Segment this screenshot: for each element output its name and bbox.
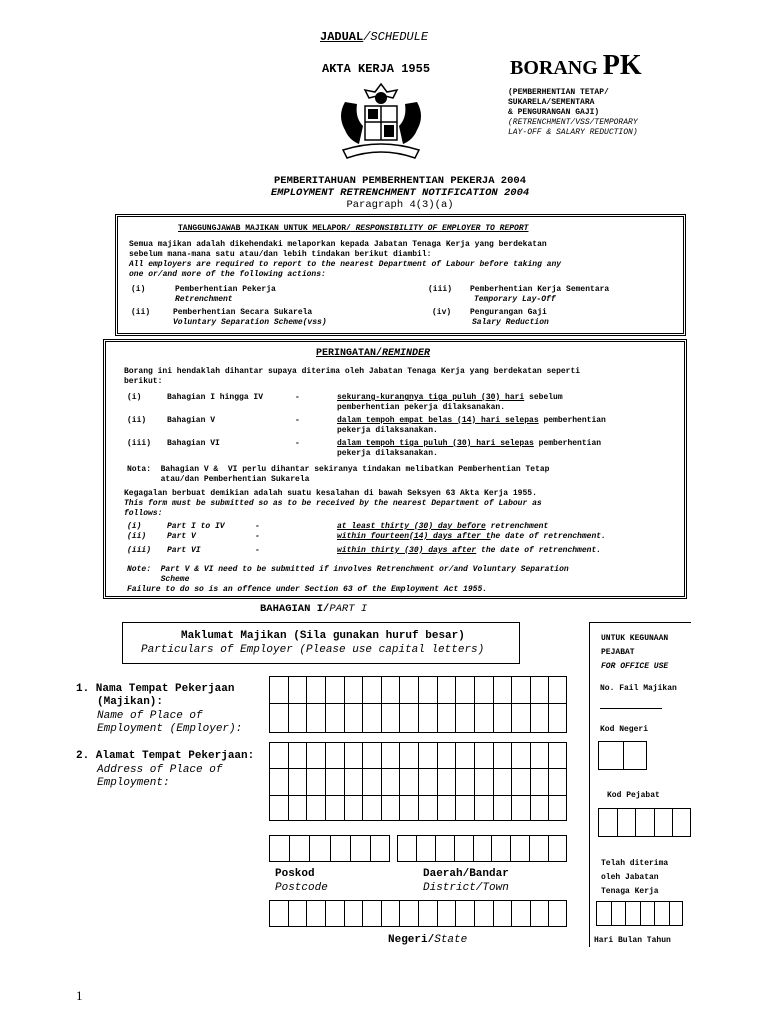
grid-cell-divider [418, 742, 419, 821]
pk-text: PK [602, 50, 642, 81]
state-text: State [434, 934, 468, 946]
item-ms: Pemberhentian Pekerja [175, 285, 276, 294]
row-num: (i) [127, 522, 142, 531]
row-deadline-tail: retrenchment [485, 522, 549, 531]
row-line2: pekerja dilaksanakan. [337, 426, 438, 435]
coat-of-arms-emblem [335, 82, 427, 164]
grid-cell-divider [454, 835, 455, 862]
grid-cell-divider [511, 742, 512, 821]
form-title [0, 175, 770, 211]
row-dash: - [295, 416, 300, 425]
reminder-row-en [127, 532, 667, 542]
row-part: Part VI [167, 546, 201, 555]
resp-line: Semua majikan adalah dikehendaki melaporkan kepada Jabatan Tenaga Kerja yang berdekatan [129, 240, 547, 249]
q1-line: Employment (Employer): [97, 723, 243, 735]
item-ms: Pemberhentian Kerja Sementara [470, 285, 610, 294]
row-num: (iii) [127, 439, 152, 448]
grid-cell-divider [511, 900, 512, 927]
telah-line: Telah diterima [601, 859, 669, 868]
cell-divider [625, 901, 626, 926]
grid-cell-divider [306, 742, 307, 821]
grid-cell-divider [416, 835, 417, 862]
grid-cell-divider [435, 835, 436, 862]
row-dash: - [255, 522, 260, 531]
maklumat-label: Maklumat Majikan (Sila gunakan huruf besar) [181, 630, 465, 642]
heading-en: REMINDER [382, 348, 431, 359]
subtitle-line: & PENGURANGAN GAJI) [508, 108, 600, 117]
note-line: Note: Part V & VI need to be submitted if involves Retrenchment or/and Voluntary Separation [127, 565, 569, 574]
q1-line: Name of Place of [97, 710, 203, 722]
item-num: (ii) [131, 308, 151, 317]
reminder-row-en [127, 522, 667, 532]
row-line2: pekerja dilaksanakan. [337, 449, 438, 458]
grid-cell-divider [399, 676, 400, 733]
grid-cell-divider [306, 676, 307, 733]
row-dash: - [295, 393, 300, 402]
row-deadline-tail: sebelum [524, 393, 563, 402]
kod-pejabat-label: Kod Pejabat [607, 791, 660, 800]
heading-ms: PERINGATAN/ [316, 348, 383, 359]
office-line: PEJABAT [601, 648, 635, 657]
row-deadline-tail: pemberhentian [538, 416, 606, 425]
grid-cell-divider [418, 900, 419, 927]
grid-cell-divider [511, 676, 512, 733]
negeri-label [388, 934, 467, 947]
resp-line: one or/and more of the following actions: [129, 270, 326, 279]
resp-item [131, 308, 327, 327]
cell-divider [640, 901, 641, 926]
grid-cell-divider [399, 900, 400, 927]
row-part: Bahagian V [167, 416, 216, 425]
row-num: (iii) [127, 546, 152, 555]
row-deadline-tail: he date of retrenchment. [490, 532, 606, 541]
grid-cell-divider [548, 900, 549, 927]
cell-divider [654, 808, 655, 837]
row-deadline: dalam tempoh empat belas (14) hari selepas [337, 416, 539, 425]
row-num: (ii) [127, 532, 147, 541]
heading-en: PART I [329, 603, 368, 615]
office-use-label [601, 632, 668, 674]
row-num: (i) [127, 393, 142, 402]
jadual-text: JADUAL [320, 30, 364, 44]
q2-label-en [97, 764, 222, 790]
grid-cell-divider [344, 676, 345, 733]
item-en: Voluntary Separation Scheme(vss) [173, 318, 327, 327]
failure-line: Failure to do so is an offence under Section 63 of the Employment Act 1955. [127, 585, 488, 594]
grid-cell-divider [325, 900, 326, 927]
grid-cell-divider [474, 900, 475, 927]
nota-line: atau/dan Pemberhentian Sukarela [127, 475, 310, 484]
reminder-en-intro [124, 489, 542, 519]
grid-cell-divider [381, 900, 382, 927]
grid-cell-divider [474, 742, 475, 821]
office-line: UNTUK KEGUNAAN [601, 634, 669, 643]
paragraph-ref: Paragraph 4(3)(a) [346, 199, 454, 211]
kod-negeri-divider [623, 741, 624, 770]
q1-label-ms [76, 683, 234, 709]
reminder-row-ms [127, 416, 667, 436]
kod-negeri-label: Kod Negeri [600, 725, 649, 734]
q2-line: Employment: [97, 777, 170, 789]
grid-cell-divider [289, 835, 290, 862]
row-part: Bahagian I hingga IV [167, 393, 264, 402]
grid-cell-divider [437, 742, 438, 821]
intro-line: Borang ini hendaklah dihantar supaya diterima oleh Jabatan Tenaga Kerja yang berdekatan seperti [124, 367, 581, 376]
part1-heading [260, 603, 367, 615]
cell-divider [669, 901, 670, 926]
page-number: 1 [76, 988, 83, 1003]
subtitle-line: (PEMBERHENTIAN TETAP/ [508, 88, 609, 97]
jadual-heading [320, 30, 428, 44]
grid-cell-divider [325, 676, 326, 733]
grid-cell-divider [548, 835, 549, 862]
intro-line: berikut: [124, 377, 163, 386]
row-deadline: within fourteen(14) days after t [337, 532, 491, 541]
no-fail-line[interactable] [600, 708, 662, 709]
row-part: Part V [167, 532, 196, 541]
item-ms: Pemberhentian Secara Sukarela [173, 308, 313, 317]
daerah-label: Daerah/Bandar [423, 868, 509, 880]
cell-divider [654, 901, 655, 926]
telah-line: oleh Jabatan [601, 873, 659, 882]
item-num: (i) [131, 285, 146, 294]
en-line: This form must be submitted so as to be received by the nearest Department of Labour as [124, 499, 542, 508]
heading-ms: TANGGUNGJAWAB MAJIKAN UNTUK MELAPOR/ [178, 224, 351, 233]
grid-cell-divider [399, 742, 400, 821]
grid-cell-divider [493, 676, 494, 733]
poskod-label: Poskod [275, 868, 315, 880]
akta-title: AKTA KERJA 1955 [322, 62, 431, 76]
row-dash: - [255, 532, 260, 541]
resp-item [432, 308, 549, 327]
grid-cell-divider [381, 742, 382, 821]
particulars-label: Particulars of Employer (Please use capital letters) [141, 644, 485, 656]
note-line: Scheme [127, 575, 190, 584]
grid-cell-divider [309, 835, 310, 862]
grid-cell-divider [491, 835, 492, 862]
grid-cell-divider [530, 742, 531, 821]
row-deadline-tail: pemberhentian [533, 439, 602, 448]
q1-line: (Majikan): [97, 696, 164, 708]
telah-line: Tenaga Kerja [601, 887, 659, 896]
grid-cell-divider [493, 742, 494, 821]
grid-cell-divider [510, 835, 511, 862]
grid-cell-divider [381, 676, 382, 733]
grid-cell-divider [306, 900, 307, 927]
grid-cell-divider [548, 742, 549, 821]
grid-cell-divider [530, 676, 531, 733]
cell-divider [635, 808, 636, 837]
grid-cell-divider [344, 742, 345, 821]
office-line: FOR OFFICE USE [601, 662, 669, 671]
grid-cell-divider [418, 676, 419, 733]
telah-diterima-label [601, 857, 668, 899]
q2-line: Address of Place of [97, 764, 223, 776]
reminder-row-en [127, 546, 667, 556]
resp-item [131, 285, 276, 304]
grid-cell-divider [455, 900, 456, 927]
cell-divider [617, 808, 618, 837]
cell-divider [611, 901, 612, 926]
nota-line: Nota: Bahagian V & VI perlu dihantar sekiranya tindakan melibatkan Pemberhentian Tetap [127, 465, 550, 474]
office-divider [589, 622, 590, 947]
grid-cell-divider [548, 676, 549, 733]
grid-cell-divider [362, 900, 363, 927]
grid-cell-divider [473, 835, 474, 862]
q1-label-en [97, 710, 242, 736]
particulars-box [122, 622, 520, 664]
postcode-label: Postcode [275, 882, 328, 894]
subtitle-line: (RETRENCHMENT/VSS/TEMPORARY [508, 118, 638, 127]
row-dash: - [295, 439, 300, 448]
row-deadline: at least thirty (30) day before [337, 522, 486, 531]
grid-cell-divider [288, 900, 289, 927]
grid-cell-divider [350, 835, 351, 862]
title-ms: PEMBERITAHUAN PEMBERHENTIAN PEKERJA 2004 [273, 175, 527, 187]
row-deadline: dalam tempoh tiga puluh (30) hari selepas [337, 439, 534, 448]
grid-cell-divider [362, 742, 363, 821]
grid-cell-divider [362, 676, 363, 733]
row-line2: pemberhentian pekerja dilaksanakan. [337, 403, 506, 412]
cell-divider [672, 808, 673, 837]
grid-cell-divider [344, 900, 345, 927]
row-part: Bahagian VI [167, 439, 220, 448]
heading-en: RESPONSIBILITY OF EMPLOYER TO REPORT [350, 224, 529, 233]
district-grid[interactable] [397, 835, 567, 862]
row-deadline: sekurang-kurangnya tiga puluh (30) hari [337, 393, 525, 402]
kod-pejabat-box[interactable] [598, 808, 691, 837]
district-label: District/Town [423, 882, 509, 894]
reminder-row-ms [127, 393, 667, 413]
heading-ms: BAHAGIAN I/ [260, 603, 330, 615]
responsibility-text [129, 240, 561, 280]
schedule-text: /SCHEDULE [363, 30, 429, 44]
grid-cell-divider [529, 835, 530, 862]
reminder-row-ms [127, 439, 667, 459]
row-deadline: within thirty (30) days after [337, 546, 477, 555]
borang-subtitle [508, 88, 638, 138]
grid-cell-divider [493, 900, 494, 927]
q1-line: 1. Nama Tempat Pekerjaan [76, 683, 235, 695]
grid-cell-divider [370, 835, 371, 862]
resp-line: All employers are required to report to the nearest Department of Labour before taking any [129, 260, 562, 269]
negeri-text: Negeri/ [388, 934, 435, 946]
grid-cell-divider [437, 900, 438, 927]
kegagalan-line: Kegagalan berbuat demikian adalah suatu kesalahan di bawah Seksyen 63 Akta Kerja 1955. [124, 489, 537, 498]
reminder-heading [316, 348, 430, 359]
reminder-intro [124, 367, 580, 387]
item-en: Temporary Lay-Off [474, 295, 556, 304]
row-dash: - [255, 546, 260, 555]
item-num: (iii) [428, 285, 453, 294]
subtitle-line: SUKARELA/SEMENTARA [508, 98, 595, 107]
grid-cell-divider [474, 676, 475, 733]
item-en: Retrenchment [175, 295, 233, 304]
grid-cell-divider [325, 742, 326, 821]
q2-label-ms: 2. Alamat Tempat Pekerjaan: [76, 750, 255, 762]
row-num: (ii) [127, 416, 147, 425]
grid-cell-divider [288, 742, 289, 821]
grid-cell-divider [455, 742, 456, 821]
resp-line: sebelum mana-mana satu atau/dan lebih tindakan berikut diambil: [129, 250, 432, 259]
row-deadline-tail: the date of retrenchment. [476, 546, 602, 555]
responsibility-heading [178, 224, 528, 234]
grid-cell-divider [455, 676, 456, 733]
borang-text: BORANG [510, 57, 603, 79]
item-num: (iv) [432, 308, 452, 317]
borang-title [510, 50, 642, 82]
office-top-line [589, 622, 691, 623]
item-en: Salary Reduction [472, 318, 549, 327]
subtitle-line: LAY-OFF & SALARY REDUCTION) [508, 128, 638, 137]
title-en: EMPLOYMENT RETRENCHMENT NOTIFICATION 2004 [270, 187, 530, 199]
grid-cell-divider [437, 676, 438, 733]
no-fail-label: No. Fail Majikan [600, 684, 677, 693]
item-ms: Pengurangan Gaji [470, 308, 547, 317]
resp-item [428, 285, 610, 304]
nota [127, 465, 549, 485]
grid-cell-divider [530, 900, 531, 927]
date-format-label: Hari Bulan Tahun [594, 936, 671, 945]
en-line: follows: [124, 509, 163, 518]
grid-cell-divider [288, 676, 289, 733]
reminder-note [127, 565, 569, 595]
row-part: Part I to IV [167, 522, 225, 531]
grid-cell-divider [330, 835, 331, 862]
